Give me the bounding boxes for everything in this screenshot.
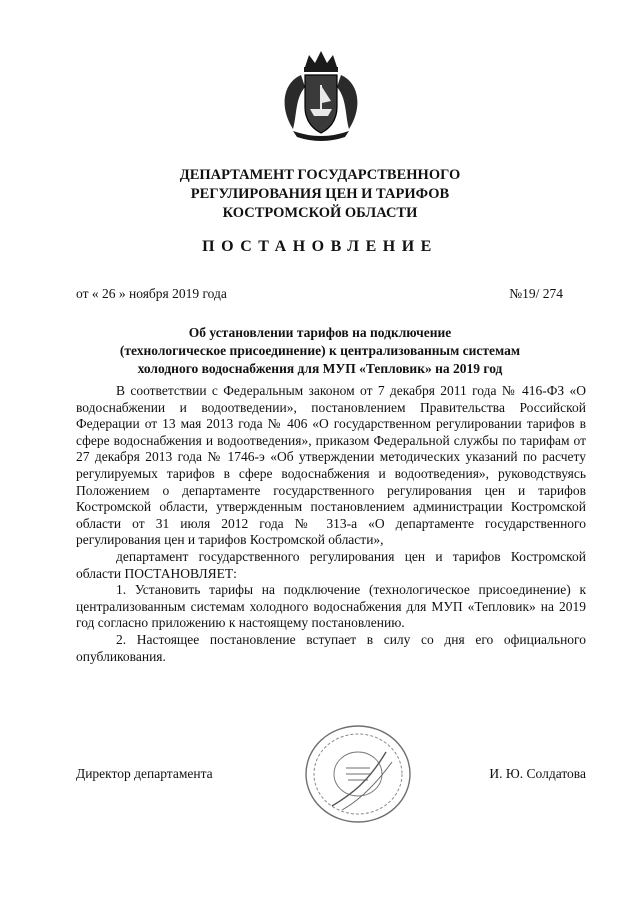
document-date: от « 26 » ноября 2019 года [76, 286, 227, 301]
signatory-name: И. Ю. Солдатова [489, 766, 586, 781]
body-paragraph-item-1: 1. Установить тарифы на подключение (технологическое присоединение) к централизованным системам холодного водоснабжения для МУП «Тепловик» на 2019 год согласно приложению к настоящему постановлению. [76, 582, 586, 631]
coat-of-arms-emblem-icon [271, 45, 371, 143]
department-line: РЕГУЛИРОВАНИЯ ЦЕН И ТАРИФОВ [190, 186, 450, 202]
date-number-line [76, 286, 563, 302]
department-line: ДЕПАРТАМЕНТ ГОСУДАРСТВЕННОГО [179, 167, 461, 183]
subject-line: Об установлении тарифов на подключение [188, 325, 452, 340]
document-number: №19/ 274 [509, 286, 563, 301]
document-body [76, 383, 586, 665]
department-line: КОСТРОМСКОЙ ОБЛАСТИ [222, 205, 418, 221]
department-name [0, 166, 640, 223]
document-type-heading: ПОСТАНОВЛЕНИЕ [202, 238, 438, 255]
subject-line: (технологическое присоединение) к централизованным системам [119, 343, 521, 358]
document-subject [0, 324, 640, 378]
signatory-position: Директор департамента [76, 766, 213, 781]
subject-line: холодного водоснабжения для МУП «Тепловик» на 2019 год [137, 361, 503, 376]
body-paragraph-resolves: департамент государственного регулирования цен и тарифов Костромской области ПОСТАНОВЛЯЕТ: [76, 548, 586, 581]
body-paragraph-preamble: В соответствии с Федеральным законом от 7 декабря 2011 года № 416-ФЗ «О водоснабжении и водоотведении», постановлением Правительства Российской Федерации от 13 мая 2013 года № 406 «О государственном регулировании тарифов в сфере водоснабжения и водоотведения», приказом Федеральной службы по тарифам от 27 декабря 2013 года № 1746-э «Об утверждении методических указаний по расчету регулируемых тарифов в сфере водоснабжения и водоотведения», руководствуясь Положением о департаменте государственного регулирования цен и тарифов Костромской области, утвержденным постановлением администрации Костромской области от 31 июля 2012 года № 313-а «О департаменте государственного регулирования цен и тарифов Костромской области», [76, 383, 586, 548]
signature-block [76, 766, 586, 782]
body-paragraph-item-2: 2. Настоящее постановление вступает в силу со дня его официального опубликования. [76, 631, 586, 664]
